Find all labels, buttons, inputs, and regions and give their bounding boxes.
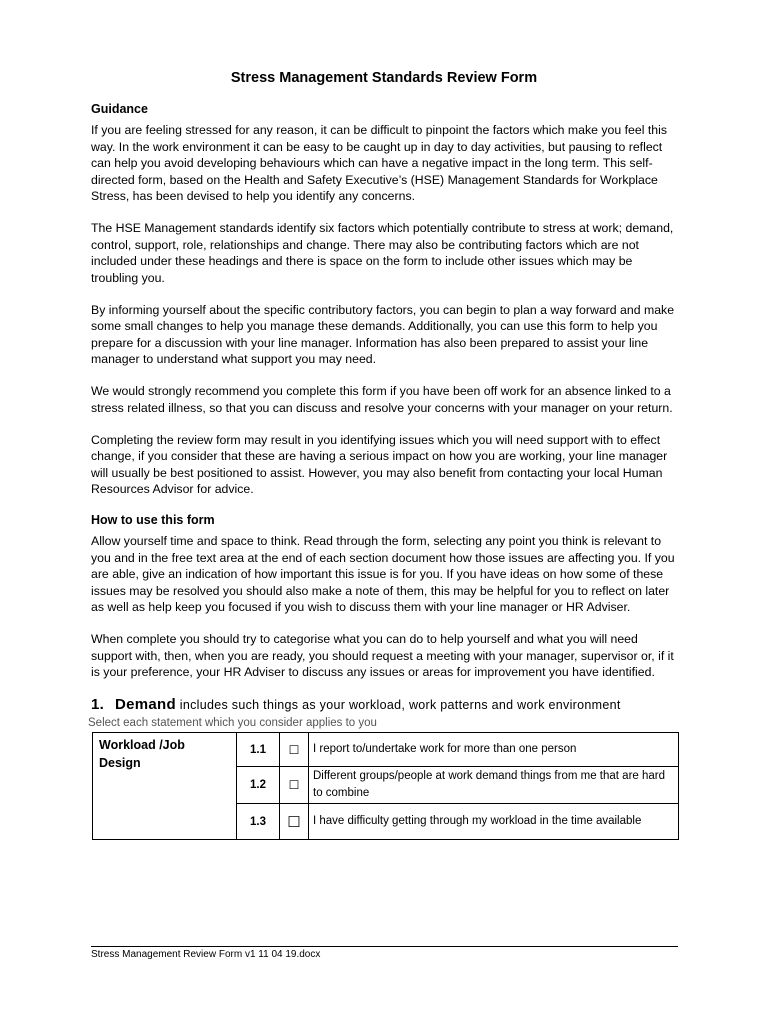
section-heading-text — [115, 696, 677, 714]
item-number: 1.2 — [237, 767, 280, 804]
section-instruction: Select each statement which you consider applies to you — [88, 717, 377, 729]
checkbox-1-3[interactable]: ☐ — [280, 804, 309, 840]
statement-text: Different groups/people at work demand things from me that are hard to combine — [309, 767, 679, 804]
item-number: 1.3 — [237, 804, 280, 840]
guidance-paragraph: Completing the review form may result in you identifying issues which you will need support with to effect change, if you consider that these are having a serious impact on how you are working, your line manager will usually be best positioned to assist. However, you may also benefit from contacting your local Human Resources Advisor for advice. — [91, 432, 668, 496]
guidance-heading: Guidance — [91, 102, 148, 116]
statement-text: I have difficulty getting through my workload in the time available — [309, 804, 679, 840]
category-cell: Workload /Job Design — [93, 733, 237, 840]
footer-divider — [91, 946, 678, 947]
section-1-heading — [91, 696, 677, 714]
item-number: 1.1 — [237, 733, 280, 767]
checkbox-1-2[interactable]: ☐ — [280, 767, 309, 804]
guidance-paragraph: We would strongly recommend you complete this form if you have been off work for an absence linked to a stress related illness, so that you can discuss and resolve your concerns with your manager on your return. — [91, 384, 673, 415]
page-title: Stress Management Standards Review Form — [230, 70, 538, 86]
guidance-paragraph: If you are feeling stressed for any reason, it can be difficult to pinpoint the factors which make you feel this way. In the work environment it can be easy to be caught up in day to day activities, but pausing to reflect can help you avoid developing behaviours which can have a negative impact in the long term. This self-directed form, based on the Health and Safety Executive’s (HSE) Management Standards for Workplace Stress, has been devised to help you identify any concerns. — [91, 123, 667, 203]
checkbox-1-1[interactable]: ☐ — [280, 733, 309, 767]
section-title: Demand — [115, 696, 176, 713]
table-row — [93, 733, 679, 767]
section-description: includes such things as your workload, work patterns and work environment — [179, 698, 621, 712]
document-body — [88, 70, 677, 840]
how-to-paragraph: When complete you should try to categorise what you can do to help yourself and what you will need support with, then, when you are ready, you should request a meeting with your manager, supervisor or, if it is your preference, your HR Adviser to discuss any issues or areas for improvement you have identified. — [91, 632, 674, 679]
how-to-paragraph: Allow yourself time and space to think. Read through the form, selecting any point you think is relevant to you and in the free text area at the end of each section document how those issues are affecting you. If you are able, give an indication of how important this issue is for you. If you have ideas on how some of these issues may be resolved you should also make a note of them, this may be helpful for you to reflect on later as well as help keep you focused if you wish to discuss them with your line manager or HR Adviser. — [91, 534, 675, 614]
statement-text: I report to/undertake work for more than one person — [309, 733, 679, 767]
guidance-paragraph: The HSE Management standards identify six factors which potentially contribute to stress at work; demand, control, support, role, relationships and change. There may also be contributing factors which are not included under these headings and there is space on the form to include other issues which may be troubling you. — [91, 221, 674, 285]
footer-filename: Stress Management Review Form v1 11 04 19.docx — [91, 949, 321, 960]
section-number: 1. — [91, 696, 105, 713]
demand-statements-table — [92, 732, 679, 840]
how-to-heading: How to use this form — [91, 513, 215, 527]
guidance-paragraph: By informing yourself about the specific contributory factors, you can begin to plan a way forward and make some small changes to help you manage these demands. Additionally, you can use this form to help you prepare for a discussion with your line manager. Information has also been prepared to assist your line manager to understand what support you may need. — [91, 302, 675, 366]
